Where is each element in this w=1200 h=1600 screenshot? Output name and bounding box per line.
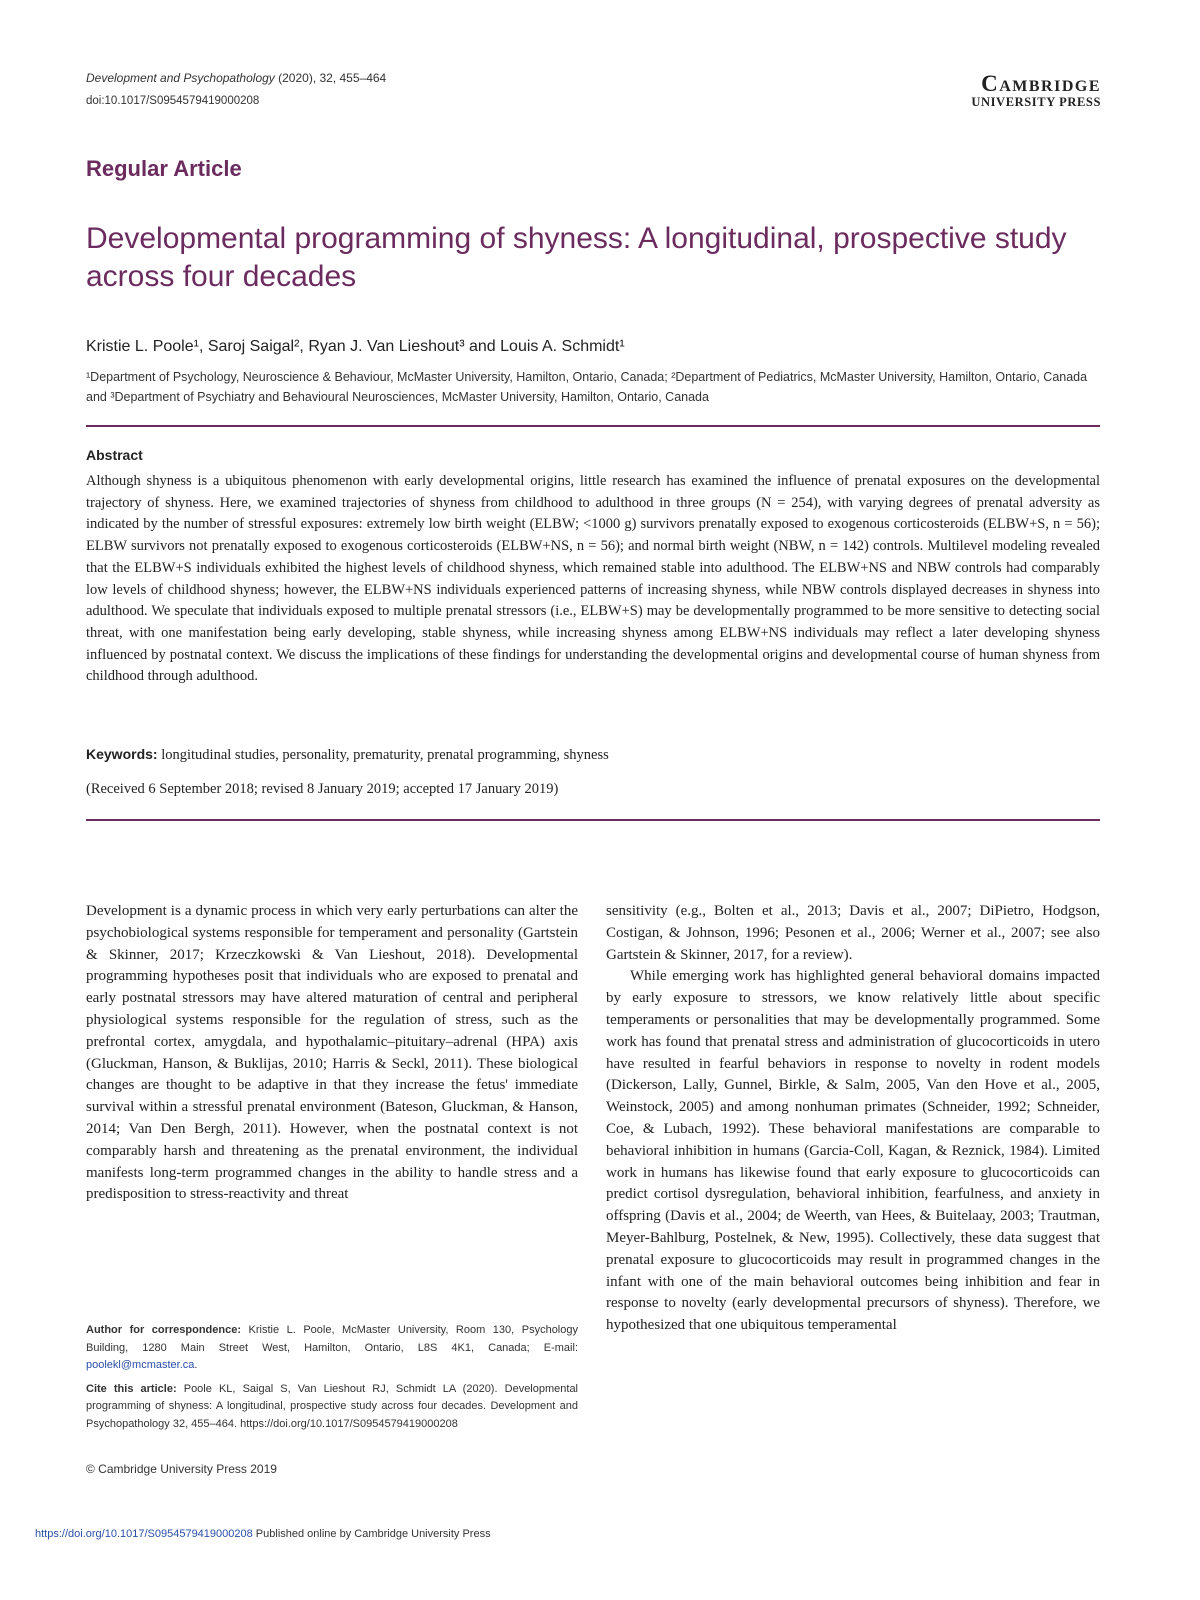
footer-doi-link[interactable]: https://doi.org/10.1017/S0954579419000208: [35, 1528, 253, 1540]
correspondence-label: Author for correspondence:: [86, 1324, 242, 1336]
correspondence-end: .: [194, 1359, 198, 1371]
received-dates: (Received 6 September 2018; revised 8 January 2019; accepted 17 January 2019): [86, 781, 559, 797]
journal-name: Development and Psychopathology: [86, 71, 275, 85]
citation-note: [86, 1381, 578, 1434]
article-title: Developmental programming of shyness: A longitudinal, prospective study across four decades: [86, 222, 1067, 293]
journal-citation: [86, 71, 386, 85]
body-column-right: [606, 901, 1100, 1337]
logo-bottom-text: UNIVERSITY PRESS: [971, 95, 1101, 109]
page-footer: [35, 1528, 491, 1540]
journal-details: (2020), 32, 455–464: [274, 71, 387, 85]
affiliations: ¹Department of Psychology, Neuroscience & Behaviour, McMaster University, Hamilton, Ontario, Canada; ²Department of Pediatrics, McMaster University, Hamilton, Ontario, Canada and ³Department of Psychiatry and Behavioural Neurosciences, McMaster University, Hamilton, Ontario, Canada: [86, 370, 1088, 404]
citation-label: Cite this article:: [86, 1382, 177, 1395]
body-column-left: [86, 901, 578, 1206]
cambridge-logo: [941, 72, 1101, 109]
abstract-heading: Abstract: [86, 447, 143, 463]
doi-line: doi:10.1017/S0954579419000208: [86, 95, 260, 107]
divider-bottom: [86, 819, 1100, 821]
divider-top: [86, 425, 1100, 427]
abstract-text: Although shyness is a ubiquitous phenomenon with early developmental origins, little research has examined the influence of prenatal exposures on the developmental trajectory of shyness. Here, we examined trajectories of shyness from childhood to adulthood in three groups (N = 254), with varying degrees of prenatal adversity as indicated by the number of stressful exposures: extremely low birth weight (ELBW; <1000 g) survivors prenatally exposed to exogenous corticosteroids (ELBW+S, n = 56); ELBW survivors not prenatally exposed to exogenous corticosteroids (ELBW+NS, n = 56); and normal birth weight (NBW, n = 142) controls. Multilevel modeling revealed that the ELBW+S individuals exhibited the highest levels of childhood shyness, which remained stable into adulthood. The ELBW+NS and NBW controls had comparably low levels of childhood shyness; however, the ELBW+NS individuals experienced patterns of increasing shyness, while NBW controls displayed decreases in shyness into adulthood. We speculate that individuals exposed to multiple prenatal stressors (i.e., ELBW+S) may be developmentally programmed to be more sensitive to detecting social threat, with one manifestation being early developing, stable shyness, while increasing shyness among ELBW+NS individuals may reflect a later developing shyness influenced by postnatal context. We discuss the implications of these findings for understanding the developmental origins and developmental course of human shyness from childhood through adulthood.: [86, 473, 1100, 685]
keywords-label: Keywords:: [86, 746, 158, 762]
logo-top-text: Cambridge: [981, 71, 1101, 96]
citation-text: Poole KL, Saigal S, Van Lieshout RJ, Schmidt LA (2020). Developmental programming of shyness: A longitudinal, prospective study across four decades. Development and Psychopathology 32, 455–464. https://doi.org/10.1017/S0954579419000208: [86, 1382, 579, 1430]
body-paragraph: sensitivity (e.g., Bolten et al., 2013; Davis et al., 2007; DiPietro, Hodgson, Costigan, & Johnson, 1996; Pesonen et al., 2006; Werner et al., 2007; see also Gartstein & Skinner, 2017, for a review).: [606, 903, 1100, 963]
author-list: Kristie L. Poole¹, Saroj Saigal², Ryan J. Van Lieshout³ and Louis A. Schmidt¹: [86, 338, 625, 355]
body-paragraph: Development is a dynamic process in which very early perturbations can alter the psychobiological systems responsible for temperament and personality (Gartstein & Skinner, 2017; Krzeczkowski & Van Lieshout, 2018). Developmental programming hypotheses posit that individuals who are exposed to prenatal and early postnatal stressors may have altered maturation of central and peripheral physiological systems responsible for the regulation of stress, such as the prefrontal cortex, amygdala, and hypothalamic–pituitary–adrenal (HPA) axis (Gluckman, Hanson, & Buklijas, 2010; Harris & Seckl, 2011). These biological changes are thought to be adaptive in that they increase the fetus' immediate survival within a stressful prenatal environment (Bateson, Gluckman, & Hanson, 2014; Van Den Bergh, 2011). However, when the postnatal context is not comparably harsh and threatening as the prenatal environment, the individual manifests long-term programmed changes in the ability to handle stress and a predisposition to stress-reactivity and threat: [86, 903, 578, 1203]
keywords: [86, 746, 609, 764]
footer-published: Published online by Cambridge University Press: [252, 1528, 491, 1540]
correspondence-notes: [86, 1322, 578, 1433]
article-type: Regular Article: [86, 156, 242, 181]
correspondence-email-link[interactable]: poolekl@mcmaster.ca: [86, 1359, 195, 1371]
correspondence: [86, 1322, 578, 1375]
copyright: © Cambridge University Press 2019: [86, 1462, 277, 1476]
keywords-list: longitudinal studies, personality, prematurity, prenatal programming, shyness: [157, 747, 609, 763]
body-paragraph: While emerging work has highlighted general behavioral domains impacted by early exposure to stressors, we know relatively little about specific temperaments or personalities that may be developmentally programmed. Some work has found that prenatal stress and administration of glucocorticoids in utero have resulted in fearful behaviors in response to novelty in rodent models (Dickerson, Lally, Gunnel, Birkle, & Salm, 2005, Van den Hove et al., 2005, Weinstock, 2005) and among nonhuman primates (Schneider, 1992; Schneider, Coe, & Lubach, 1992). These behavioral manifestations are comparable to behavioral inhibition in humans (Garcia-Coll, Kagan, & Reznick, 1984). Limited work in humans has likewise found that early exposure to glucocorticoids can predict cortisol dysregulation, behavioral inhibition, fearfulness, and anxiety in offspring (Davis et al., 2004; de Weerth, van Hees, & Buitelaay, 2003; Trautman, Meyer-Bahlburg, Postelnek, & New, 1995). Collectively, these data suggest that prenatal exposure to glucocorticoids may result in programmed changes in the infant with one of the main behavioral outcomes being inhibition and fear in response to novelty (early developmental precursors of shyness). Therefore, we hypothesized that one ubiquitous temperamental: [606, 968, 1100, 1334]
correspondence-text: Kristie L. Poole, McMaster University, Room 130, Psychology Building, 1280 Main Street West, Hamilton, Ontario, L8S 4K1, Canada; E-mail:: [86, 1324, 578, 1354]
